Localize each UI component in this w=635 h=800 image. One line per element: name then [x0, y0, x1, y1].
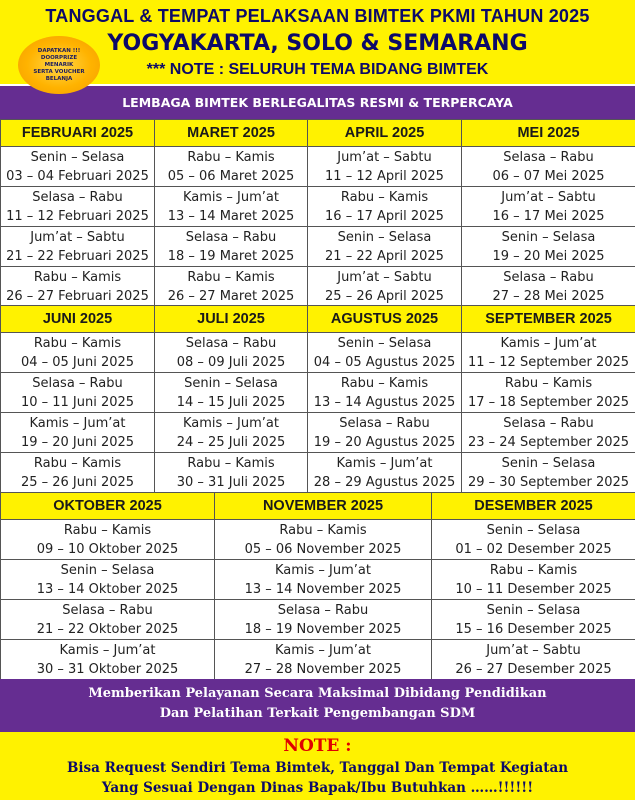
session-cell	[1, 560, 215, 600]
session-cell	[308, 147, 462, 187]
session-dates: 23 – 24 September 2025	[467, 434, 630, 450]
table-row	[1, 147, 635, 187]
session-cell	[462, 373, 635, 413]
session-cell	[462, 267, 635, 307]
session-days: Rabu – Kamis	[33, 269, 122, 285]
session-days: Kamis – Jum’at	[274, 562, 371, 578]
session-dates: 19 – 20 Mei 2025	[492, 248, 605, 264]
session-dates: 18 – 19 Maret 2025	[167, 248, 295, 264]
session-days: Rabu – Kamis	[33, 455, 122, 471]
month-header: MARET 2025	[155, 120, 308, 147]
session-dates: 11 – 12 April 2025	[325, 168, 444, 184]
session-days: Jum’at – Sabtu	[337, 149, 432, 165]
session-days: Senin – Selasa	[60, 562, 155, 578]
session-cell	[215, 520, 432, 560]
session-cell	[155, 187, 308, 227]
session-cell	[155, 453, 308, 493]
session-dates: 27 – 28 Mei 2025	[492, 288, 605, 304]
session-dates: 21 – 22 April 2025	[325, 248, 444, 264]
session-dates: 26 – 27 Februari 2025	[6, 288, 149, 304]
session-days: Selasa – Rabu	[339, 415, 430, 431]
session-cell	[1, 373, 155, 413]
session-dates: 26 – 27 Maret 2025	[167, 288, 295, 304]
session-cell	[462, 227, 635, 267]
session-cell	[462, 187, 635, 227]
slogan-line-2: Dan Pelatihan Terkait Pengembangan SDM	[159, 706, 476, 721]
schedule-table-jun-sep	[0, 305, 635, 493]
session-days: Senin – Selasa	[501, 229, 596, 245]
month-header: OKTOBER 2025	[1, 493, 215, 520]
session-days: Selasa – Rabu	[503, 269, 594, 285]
session-dates: 09 – 10 Oktober 2025	[36, 541, 179, 557]
session-dates: 13 – 14 Oktober 2025	[36, 581, 179, 597]
session-cell	[308, 227, 462, 267]
session-cell	[308, 187, 462, 227]
footer-line-1: Bisa Request Sendiri Tema Bimtek, Tanggal Dan Tempat Kegiatan	[66, 760, 569, 776]
session-dates: 18 – 19 November 2025	[244, 621, 402, 637]
session-days: Senin – Selasa	[337, 229, 432, 245]
badge-line: DOORPRIZE	[40, 54, 78, 61]
session-days: Kamis – Jum’at	[336, 455, 433, 471]
session-days: Jum’at – Sabtu	[501, 189, 596, 205]
session-cell	[462, 147, 635, 187]
session-cell	[462, 453, 635, 493]
session-cell	[462, 333, 635, 373]
session-dates: 06 – 07 Mei 2025	[492, 168, 605, 184]
table-row	[1, 333, 635, 373]
session-dates: 24 – 25 Juli 2025	[176, 434, 286, 450]
session-dates: 28 – 29 Agustus 2025	[313, 474, 456, 490]
session-days: Kamis – Jum’at	[59, 642, 156, 658]
session-days: Rabu – Kamis	[187, 455, 275, 471]
session-days: Senin – Selasa	[337, 335, 432, 351]
session-cell	[432, 520, 635, 560]
footer-note-label: NOTE :	[283, 736, 352, 756]
month-header: NOVEMBER 2025	[215, 493, 432, 520]
table-row	[1, 560, 635, 600]
session-dates: 16 – 17 April 2025	[325, 208, 444, 224]
table-row	[1, 373, 635, 413]
month-header: MEI 2025	[462, 120, 635, 147]
session-dates: 27 – 28 November 2025	[244, 661, 402, 677]
session-dates: 10 – 11 Juni 2025	[20, 394, 135, 410]
session-cell	[155, 373, 308, 413]
month-header: SEPTEMBER 2025	[462, 306, 635, 333]
month-header: DESEMBER 2025	[432, 493, 635, 520]
session-cell	[308, 413, 462, 453]
session-dates: 13 – 14 Maret 2025	[167, 208, 295, 224]
cities-heading: YOGYAKARTA, SOLO & SEMARANG	[107, 31, 528, 56]
schedule-table-oct-dec	[0, 492, 635, 680]
session-days: Rabu – Kamis	[504, 375, 593, 391]
session-days: Rabu – Kamis	[279, 522, 367, 538]
session-days: Jum’at – Sabtu	[337, 269, 432, 285]
theme-note: *** NOTE : SELURUH TEMA BIDANG BIMTEK	[146, 61, 489, 78]
session-dates: 11 – 12 September 2025	[467, 354, 630, 370]
badge-text	[28, 48, 90, 83]
session-days: Selasa – Rabu	[503, 149, 594, 165]
session-dates: 29 – 30 September 2025	[467, 474, 630, 490]
session-days: Senin – Selasa	[30, 149, 125, 165]
table-row	[1, 600, 635, 640]
session-days: Rabu – Kamis	[340, 189, 429, 205]
table-row	[1, 187, 635, 227]
session-cell	[308, 333, 462, 373]
session-days: Rabu – Kamis	[340, 375, 429, 391]
session-days: Rabu – Kamis	[33, 335, 122, 351]
session-days: Selasa – Rabu	[32, 375, 123, 391]
session-dates: 10 – 11 Desember 2025	[455, 581, 612, 597]
table-row	[1, 267, 635, 307]
session-dates: 04 – 05 Agustus 2025	[313, 354, 456, 370]
session-dates: 21 – 22 Februari 2025	[6, 248, 149, 264]
session-days: Senin – Selasa	[501, 455, 596, 471]
session-cell	[1, 453, 155, 493]
session-cell	[215, 560, 432, 600]
session-cell	[1, 413, 155, 453]
session-dates: 01 – 02 Desember 2025	[455, 541, 612, 557]
session-dates: 30 – 31 Oktober 2025	[36, 661, 179, 677]
session-days: Selasa – Rabu	[277, 602, 369, 618]
table-row	[1, 413, 635, 453]
session-days: Kamis – Jum’at	[182, 415, 279, 431]
month-header-row	[1, 306, 635, 333]
session-dates: 08 – 09 Juli 2025	[176, 354, 286, 370]
session-dates: 14 – 15 Juli 2025	[176, 394, 286, 410]
badge-line: MENARIK	[44, 61, 74, 68]
session-days: Selasa – Rabu	[62, 602, 153, 618]
session-days: Senin – Selasa	[486, 522, 581, 538]
session-days: Kamis – Jum’at	[29, 415, 126, 431]
session-dates: 13 – 14 November 2025	[244, 581, 402, 597]
session-dates: 25 – 26 Juni 2025	[20, 474, 135, 490]
session-days: Selasa – Rabu	[503, 415, 594, 431]
month-header: FEBRUARI 2025	[1, 120, 155, 147]
session-dates: 19 – 20 Juni 2025	[20, 434, 135, 450]
session-cell	[1, 227, 155, 267]
slogan-line-1: Memberikan Pelayanan Secara Maksimal Dibidang Pendidikan	[88, 686, 547, 701]
month-header: JUNI 2025	[1, 306, 155, 333]
session-cell	[432, 640, 635, 680]
month-header-row	[1, 120, 635, 147]
footer-line-2: Yang Sesuai Dengan Dinas Bapak/Ibu Butuhkan ……!!!!!!	[101, 780, 534, 796]
session-dates: 05 – 06 November 2025	[244, 541, 402, 557]
session-cell	[155, 267, 308, 307]
badge-line: DAPATKAN !!!	[37, 47, 81, 54]
session-cell	[1, 640, 215, 680]
session-cell	[215, 640, 432, 680]
badge-line: SERTA VOUCHER	[33, 68, 85, 75]
session-dates: 25 – 26 April 2025	[325, 288, 444, 304]
legality-text: LEMBAGA BIMTEK BERLEGALITAS RESMI & TERPERCAYA	[122, 95, 513, 110]
table-row	[1, 227, 635, 267]
page-title: TANGGAL & TEMPAT PELAKSAAN BIMTEK PKMI TAHUN 2025	[45, 6, 590, 26]
doorprize-badge	[18, 36, 100, 94]
session-days: Rabu – Kamis	[63, 522, 152, 538]
session-dates: 17 – 18 September 2025	[467, 394, 630, 410]
table-row	[1, 520, 635, 560]
session-days: Selasa – Rabu	[185, 335, 277, 351]
session-days: Kamis – Jum’at	[500, 335, 597, 351]
session-cell	[155, 147, 308, 187]
table-row	[1, 640, 635, 680]
session-cell	[308, 373, 462, 413]
session-days: Selasa – Rabu	[32, 189, 123, 205]
session-cell	[1, 147, 155, 187]
session-cell	[432, 560, 635, 600]
session-cell	[308, 267, 462, 307]
session-days: Jum’at – Sabtu	[486, 642, 581, 658]
session-dates: 19 – 20 Agustus 2025	[313, 434, 456, 450]
session-dates: 21 – 22 Oktober 2025	[36, 621, 179, 637]
session-dates: 05 – 06 Maret 2025	[167, 168, 295, 184]
session-dates: 04 – 05 Juni 2025	[20, 354, 135, 370]
session-cell	[1, 520, 215, 560]
badge-line: BELANJA	[45, 75, 73, 82]
month-header: APRIL 2025	[308, 120, 462, 147]
session-cell	[215, 600, 432, 640]
slogan-banner	[0, 679, 635, 732]
session-cell	[1, 267, 155, 307]
session-dates: 26 – 27 Desember 2025	[455, 661, 612, 677]
session-dates: 11 – 12 Februari 2025	[6, 208, 149, 224]
session-days: Rabu – Kamis	[187, 269, 275, 285]
session-days: Rabu – Kamis	[489, 562, 578, 578]
session-days: Jum’at – Sabtu	[30, 229, 125, 245]
session-cell	[1, 333, 155, 373]
schedule-table-feb-may	[0, 119, 635, 307]
session-cell	[1, 600, 215, 640]
session-days: Selasa – Rabu	[185, 229, 277, 245]
month-header: AGUSTUS 2025	[308, 306, 462, 333]
session-days: Rabu – Kamis	[187, 149, 275, 165]
session-cell	[462, 413, 635, 453]
month-header: JULI 2025	[155, 306, 308, 333]
session-dates: 03 – 04 Februari 2025	[6, 168, 149, 184]
legality-banner	[0, 84, 635, 119]
session-days: Senin – Selasa	[184, 375, 278, 391]
session-cell	[308, 453, 462, 493]
session-cell	[155, 227, 308, 267]
session-dates: 30 – 31 Juli 2025	[176, 474, 286, 490]
session-cell	[155, 413, 308, 453]
footer-banner	[0, 732, 635, 800]
session-days: Kamis – Jum’at	[182, 189, 279, 205]
session-cell	[1, 187, 155, 227]
session-dates: 16 – 17 Mei 2025	[492, 208, 605, 224]
session-dates: 15 – 16 Desember 2025	[455, 621, 612, 637]
month-header-row	[1, 493, 635, 520]
session-days: Kamis – Jum’at	[274, 642, 371, 658]
session-days: Senin – Selasa	[486, 602, 581, 618]
session-dates: 13 – 14 Agustus 2025	[313, 394, 456, 410]
table-row	[1, 453, 635, 493]
session-cell	[432, 600, 635, 640]
session-cell	[155, 333, 308, 373]
